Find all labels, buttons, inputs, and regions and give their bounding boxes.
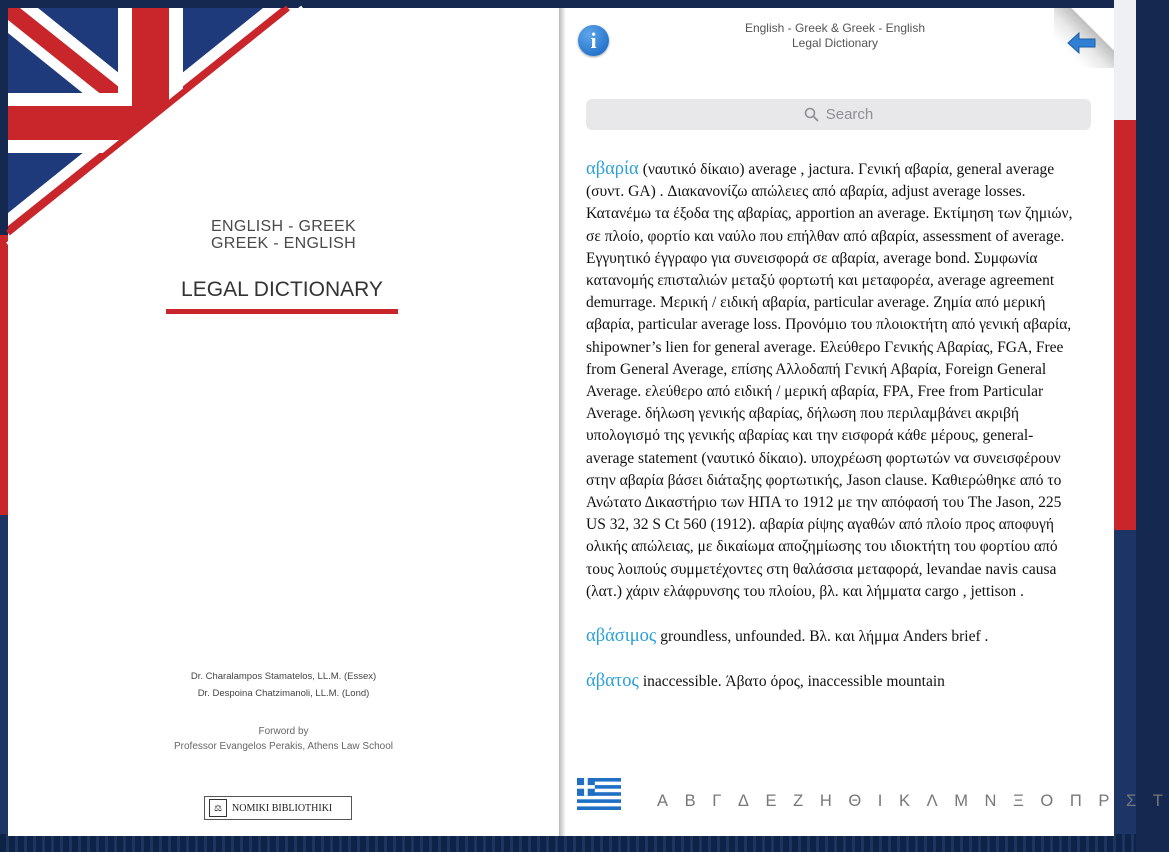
publisher-emblem-icon: ⚖ — [209, 799, 227, 817]
header-title-line2: Legal Dictionary — [791, 36, 879, 50]
entry — [586, 625, 1076, 648]
alphabet-letter[interactable]: Α — [657, 792, 675, 810]
search-icon — [804, 107, 819, 122]
cover-subtitle-line1: ENGLISH - GREEK — [211, 218, 356, 235]
cover-subtitle-line2: GREEK - ENGLISH — [211, 235, 356, 252]
search-input[interactable] — [586, 99, 1091, 130]
entry-headword[interactable]: αβάσιμος — [586, 626, 657, 647]
alphabet-letter[interactable]: Ξ — [1013, 792, 1030, 810]
header-title — [695, 21, 975, 51]
entry — [586, 158, 1076, 603]
search-placeholder: Search — [825, 106, 874, 123]
alphabet-letter[interactable]: Ρ — [1098, 792, 1116, 810]
authors — [8, 668, 559, 702]
forword — [8, 724, 559, 754]
uk-flag-icon — [8, 8, 293, 238]
alphabet-letter[interactable]: Δ — [737, 792, 755, 810]
alphabet-letter[interactable]: Σ — [1125, 792, 1143, 810]
background-red-strip-right — [1114, 120, 1136, 530]
alphabet-letter[interactable]: Π — [1069, 792, 1088, 810]
alphabet-letter[interactable]: Ζ — [793, 792, 810, 810]
alphabet-letter[interactable]: Η — [819, 792, 838, 810]
entry-definition: inaccessible. Άβατο όρος, inaccessible mountain — [642, 673, 945, 691]
info-icon[interactable]: i — [578, 25, 609, 56]
alphabet-letter[interactable]: Β — [684, 792, 702, 810]
publisher-logo — [204, 796, 352, 820]
forword-label: Forword by — [258, 726, 309, 737]
alphabet-letter[interactable]: Γ — [712, 792, 728, 810]
alphabet-letter[interactable]: Τ — [1152, 792, 1169, 810]
cover-page — [8, 8, 559, 836]
alphabet-letter[interactable]: Λ — [926, 792, 944, 810]
background-bottom-band — [0, 834, 1136, 852]
alphabet-letter[interactable]: Ι — [877, 792, 889, 810]
author-1: Dr. Charalampos Stamatelos, LL.M. (Essex) — [190, 671, 377, 682]
dictionary-page — [565, 8, 1169, 836]
alphabet-letter[interactable]: Ο — [1040, 792, 1060, 810]
entry-list[interactable] — [586, 158, 1076, 762]
alphabet-letter[interactable]: Μ — [954, 792, 974, 810]
alphabet-letter[interactable]: Ν — [984, 792, 1003, 810]
publisher-name: NOMIKI BIBLIOTHIKI — [232, 802, 333, 814]
entry-headword[interactable]: αβαρία — [586, 159, 639, 179]
greek-flag-icon[interactable] — [577, 778, 621, 810]
alphabet-letter[interactable]: Θ — [848, 792, 868, 810]
header-title-line1: English - Greek & Greek - English — [744, 21, 926, 35]
entry-definition: groundless, unfounded. Βλ. και λήμμα Anders brief . — [660, 628, 989, 646]
author-2: Dr. Despoina Chatzimanoli, LL.M. (Lond) — [197, 688, 370, 699]
back-arrow-icon[interactable] — [1068, 32, 1096, 54]
alphabet-letter[interactable]: Κ — [898, 792, 916, 810]
entry-headword[interactable]: άβατος — [586, 671, 639, 692]
background-white-strip — [1114, 0, 1136, 120]
alphabet-letter[interactable]: Ε — [765, 792, 783, 810]
alphabet-index — [657, 792, 1169, 811]
entry-definition: (ναυτικό δίκαιο) average , jactura. Γενική αβαρία, general average (συντ. GA) . Διακανονίζω απώλειες από αβαρία, adjust average losses. Κατανέμω τα έξοδα της αβαρίας, apportion an average. Εκτίμηση των ζημιών, σε πλοίο, φορτίο και ναύλο που επήλθαν από αβαρία, assessment of average. Εγγυητικό έγγραφο για συνεισφορά σε αβαρία, average bond. Συμφωνία κατανομής επισταλιών μεταξύ φορτωτή και μεταφορέα, average agreement demurrage. Μερική / ειδική αβαρία, particular average. Ζημία από μερική αβαρία, particular average loss. Προνόμιο του πλοιοκτήτη από γενική αβαρία, shipowner’s lien for general average. Ελεύθερο Γενικής Αβαρίας, FGA, Free from General Average, επίσης Αλλοδαπή Γενική Αβαρία, Foreign General Average. ελεύθερο από ειδική / μερική αβαρία, FPA, Free from Particular Average. δήλωση γενικής αβαρίας, δήλωση που περιλαμβάνει ακριβή υπολογισμό της γενικής αβαρίας και την εισφορά κάθε μέρους, general-average statement (ναυτικό δίκαιο). υποχρέωση φορτωτών να συνεισφέρουν στην αβαρία βάσει διάταξης φορτωτικής, Jason clause. Καθιερώθηκε από το Ανώτατο Δικαστήριο των ΗΠΑ το 1912 με την απόφασή του The Jason, 225 US 32, 32 S Ct 560 (1912). αβαρία ρίψης αγαθών από πλοίο προς αποφυγή ολικής απώλειας, με δικαίωμα αποζημίωσης του ιδιοκτήτη του φορτίου από τους λοιπούς συμμετέχοντες στη θαλάσσια μεταφορά, levandae navis causa (λατ.) χάριν ελάφρυνσης του πλοίου, βλ. και λήμματα cargo , jettison . — [586, 161, 1073, 600]
entry — [586, 670, 1076, 693]
cover-subtitle — [8, 218, 559, 252]
forword-author: Professor Evangelos Perakis, Athens Law School — [173, 741, 393, 752]
cover-title: LEGAL DICTIONARY — [166, 278, 398, 314]
